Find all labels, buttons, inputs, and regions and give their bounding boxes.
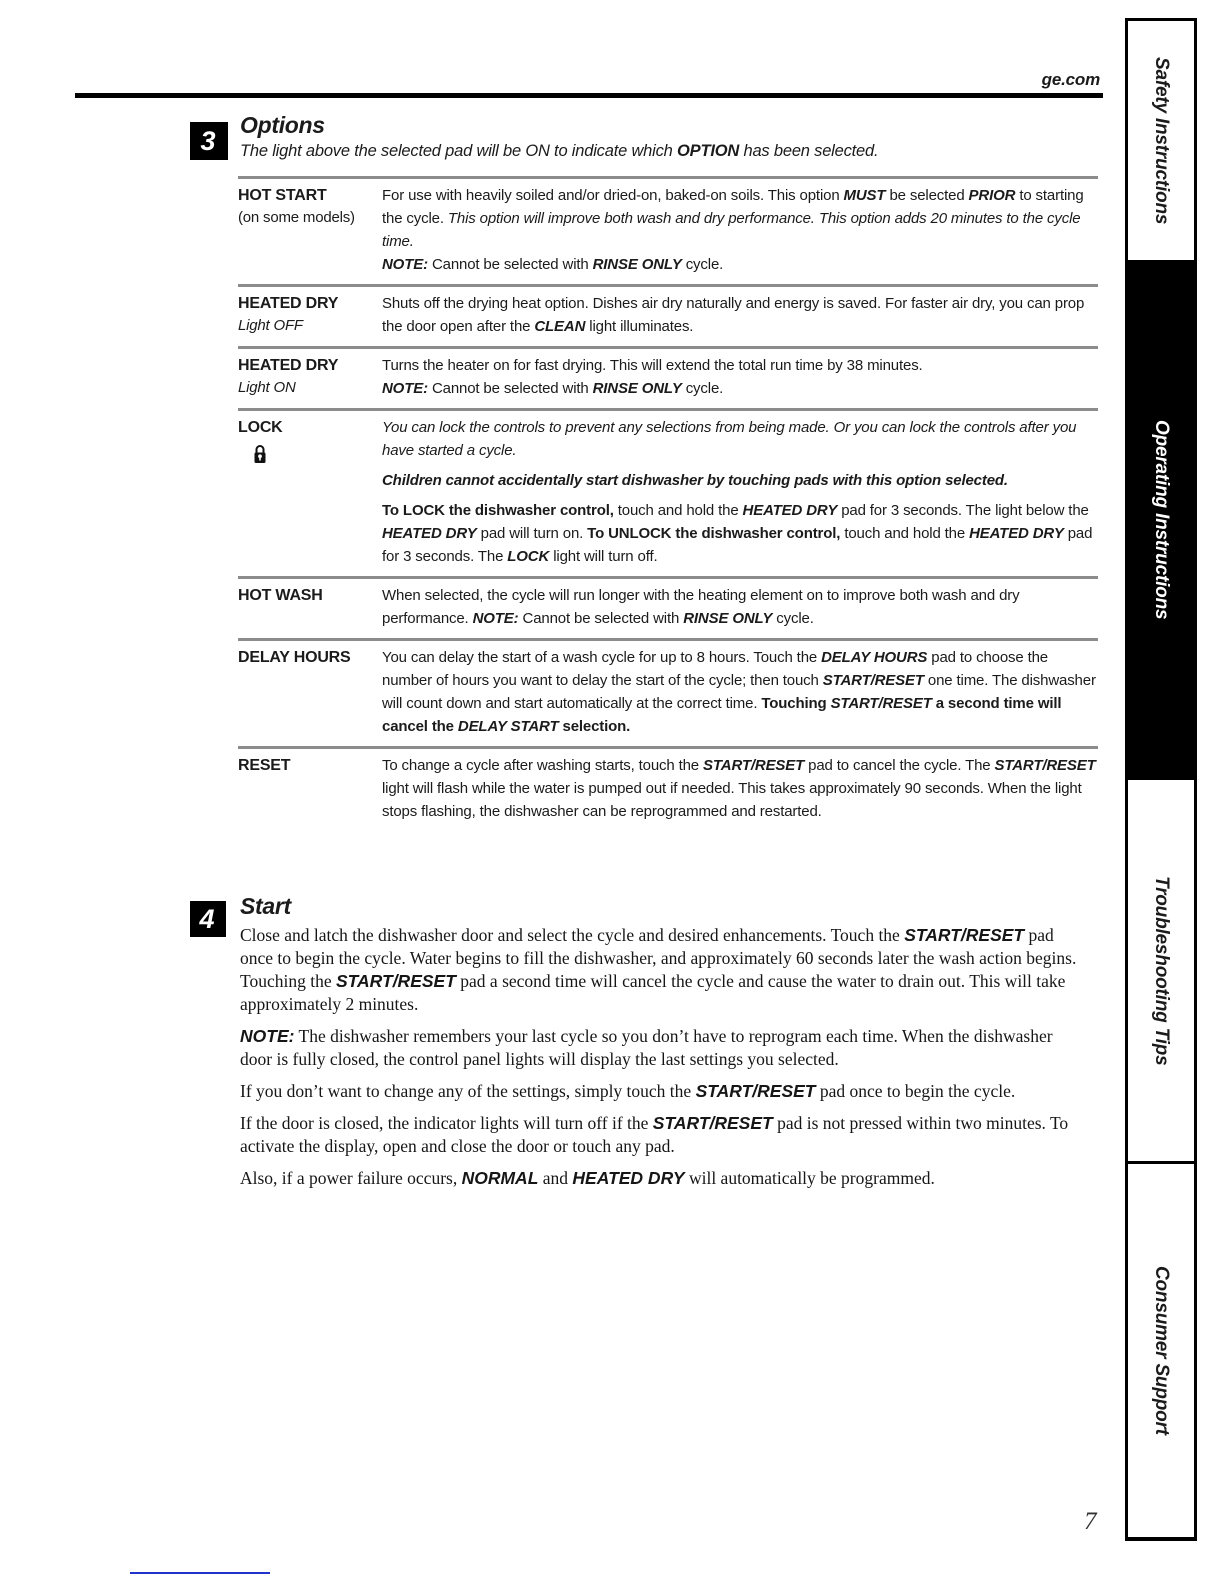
start-paragraph: If you don’t want to change any of the settings, simply touch the START/RESET pad once to begin the cycle.: [240, 1081, 1016, 1101]
option-sublabel: Light OFF: [238, 317, 303, 334]
section-title-start: Start: [240, 893, 291, 919]
site-url: ge.com: [1041, 70, 1100, 89]
option-row-reset: [238, 746, 1098, 831]
sidebar-tab-consumer-support: Consumer Support: [1125, 1161, 1197, 1541]
options-table: [238, 176, 1098, 831]
option-label: RESET: [238, 757, 291, 774]
option-label: DELAY HOURS: [238, 649, 351, 666]
option-description: For use with heavily soiled and/or dried-on, baked-on soils. This option MUST be selected PRIOR to starting the cycle. This option will improve both wash and dry performance. This option adds 20 minutes to the cycle time. NOTE: Cannot be selected with RINSE ONLY cycle.: [382, 187, 1084, 273]
option-description: You can delay the start of a wash cycle for up to 8 hours. Touch the DELAY HOURS pad to choose the number of hours you want to delay the start of the cycle; then touch START/RESET one time. The dishwasher will count down and start automatically at the correct time. Touching START/RESET a second time will cancel the DELAY START selection.: [382, 649, 1096, 735]
option-description: Turns the heater on for fast drying. This will extend the total run time by 38 minutes. NOTE: Cannot be selected with RINSE ONLY cycle.: [382, 357, 923, 397]
option-label: HEATED DRY: [238, 295, 339, 312]
footer-accent-line: [130, 1572, 270, 1574]
option-label: LOCK: [238, 419, 283, 436]
section-tab-rail: [1125, 18, 1197, 1541]
option-description: Shuts off the drying heat option. Dishes air dry naturally and energy is saved. For faster air dry, you can prop the door open after the CLEAN light illuminates.: [382, 295, 1085, 335]
lock-icon: [252, 444, 382, 469]
start-paragraph: Also, if a power failure occurs, NORMAL and HEATED DRY will automatically be programmed.: [240, 1168, 935, 1188]
sidebar-tab-operating-instructions: Operating Instructions: [1125, 260, 1197, 780]
option-label: HOT START: [238, 187, 327, 204]
section-badge-start: 4: [190, 901, 226, 937]
option-description: When selected, the cycle will run longer with the heating element on to improve both wash and dry performance. NOTE: Cannot be selected with RINSE ONLY cycle.: [382, 587, 1020, 627]
option-sublabel: Light ON: [238, 379, 296, 396]
options-intro: The light above the selected pad will be ON to indicate which OPTION has been selected.: [240, 142, 879, 160]
start-paragraph: Close and latch the dishwasher door and select the cycle and desired enhancements. Touch the START/RESET pad once to begin the cycle. Water begins to fill the dishwasher, and approximately 60 seconds later the wash action begins. Touching the START/RESET pad a second time will cancel the cycle and cause the water to drain out. This will take approximately 2 minutes.: [240, 925, 1077, 1014]
option-label: HEATED DRY: [238, 357, 339, 374]
section-title-options: Options: [240, 112, 325, 138]
option-description: To change a cycle after washing starts, touch the START/RESET pad to cancel the cycle. The START/RESET light will flash while the water is pumped out if needed. This takes approximately 90 seconds. When the light stops flashing, the dishwasher can be reprogrammed and restarted.: [382, 757, 1096, 820]
option-row-heated-dry-off: [238, 284, 1098, 346]
option-row-hot-wash: [238, 576, 1098, 638]
option-description: You can lock the controls to prevent any selections from being made. Or you can lock the controls after you have started a cycle. Children cannot accidentally start dishwasher by touching pads with this option selected. To LOCK the dishwasher control, touch and hold the HEATED DRY pad for 3 seconds. The light below the HEATED DRY pad will turn on. To UNLOCK the dishwasher control, touch and hold the HEATED DRY pad for 3 seconds. The LOCK light will turn off.: [382, 419, 1093, 565]
header-rule: [75, 93, 1103, 98]
start-paragraph: NOTE: The dishwasher remembers your last cycle so you don’t have to reprogram each time. When the dishwasher door is fully closed, the control panel lights will display the last settings you selected.: [240, 1026, 1053, 1069]
start-section-body: [240, 924, 1085, 1190]
sidebar-tab-troubleshooting-tips: Troubleshooting Tips: [1125, 777, 1197, 1164]
option-label: HOT WASH: [238, 587, 323, 604]
section-badge-options: 3: [190, 122, 228, 160]
option-row-hot-start: [238, 176, 1098, 284]
option-sublabel: (on some models): [238, 209, 355, 226]
page-number: 7: [1084, 1508, 1097, 1535]
option-row-lock: [238, 408, 1098, 576]
sidebar-tab-safety-instructions: Safety Instructions: [1125, 18, 1197, 263]
option-row-delay-hours: [238, 638, 1098, 746]
option-row-heated-dry-on: [238, 346, 1098, 408]
start-paragraph: If the door is closed, the indicator lights will turn off if the START/RESET pad is not pressed within two minutes. To activate the display, open and close the door or touch any pad.: [240, 1113, 1069, 1156]
